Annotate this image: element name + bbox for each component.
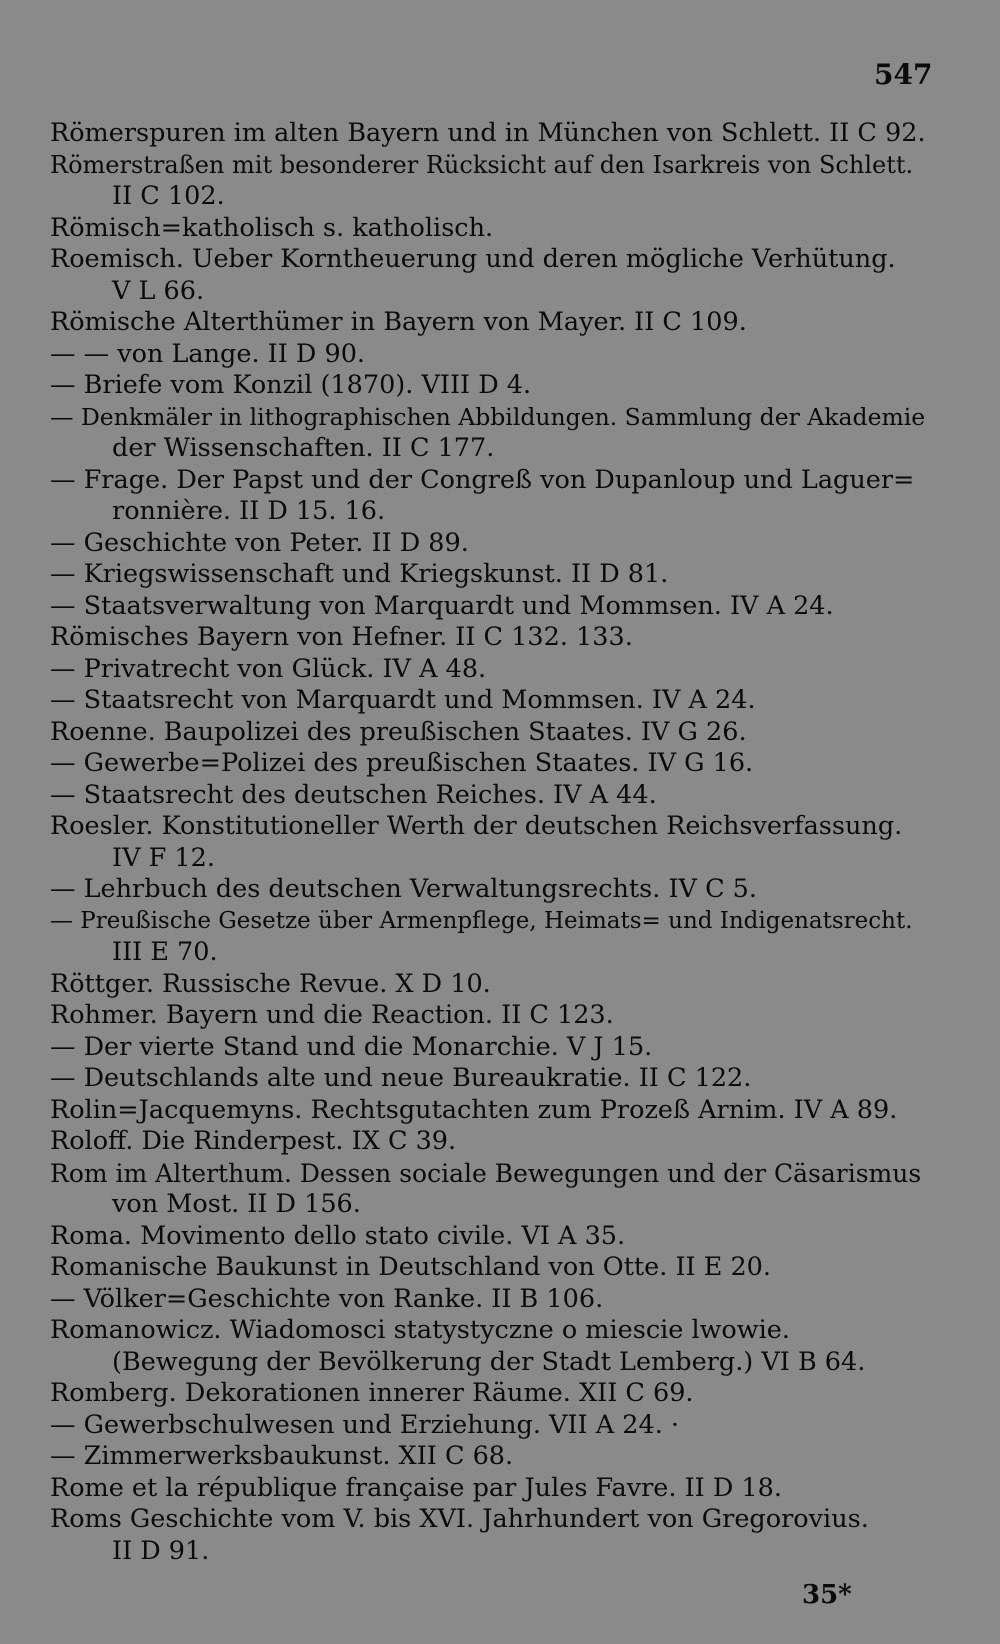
entry-continuation: II D 91.: [112, 1535, 210, 1566]
entry-line: — — von Lange. II D 90.: [50, 338, 366, 369]
entry-line: Rohmer. Bayern und die Reaction. II C 123.: [50, 1000, 614, 1030]
entry-line: — Deutschlands alte und neue Bureaukratie. II C 122.: [50, 1063, 752, 1093]
entry-line: — Gewerbschulwesen und Erziehung. VII A 24. ·: [50, 1409, 680, 1440]
entry-line: — Völker=Geschichte von Ranke. II B 106.: [50, 1283, 604, 1314]
entry-line: Römisches Bayern von Hefner. II C 132. 133.: [50, 622, 633, 652]
entry-line: — Frage. Der Papst und der Congreß von Dupanloup und Laguer=: [50, 464, 915, 495]
entry-line: — Zimmerwerksbaukunst. XII C 68.: [50, 1441, 514, 1471]
page-number: 547: [874, 58, 933, 91]
entry-line: — Der vierte Stand und die Monarchie. V J 15.: [50, 1031, 653, 1062]
entry-line: Romanische Baukunst in Deutschland von Otte. II E 20.: [50, 1252, 772, 1282]
entry-line: — Geschichte von Peter. II D 89.: [50, 527, 469, 558]
entry-line: — Lehrbuch des deutschen Verwaltungsrechts. IV C 5.: [50, 874, 758, 904]
entry-line: — Preußische Gesetze über Armenpflege, Heimats= und Indigenatsrecht.: [50, 907, 913, 934]
entry-continuation: der Wissenschaften. II C 177.: [112, 433, 495, 463]
entry-line: — Briefe vom Konzil (1870). VIII D 4.: [50, 370, 532, 400]
entry-line: Röttger. Russische Revue. X D 10.: [50, 968, 491, 999]
entry-line: Roloff. Die Rinderpest. IX C 39.: [50, 1126, 457, 1156]
entry-line: Roesler. Konstitutioneller Werth der deutschen Reichsverfassung.: [50, 811, 903, 841]
entry-line: Römische Alterthümer in Bayern von Mayer. II C 109.: [50, 307, 747, 337]
entry-line: Roma. Movimento dello stato civile. VI A 35.: [50, 1220, 626, 1251]
signature-mark: 35*: [802, 1580, 852, 1610]
entry-line: Romberg. Dekorationen innerer Räume. XII C 69.: [50, 1378, 694, 1408]
entry-line: Roms Geschichte vom V. bis XVI. Jahrhundert von Gregorovius.: [50, 1504, 869, 1534]
index-entries: [50, 118, 930, 1567]
entry-continuation: V L 66.: [112, 275, 205, 306]
entry-line: — Gewerbe=Polizei des preußischen Staates. IV G 16.: [50, 748, 754, 778]
entry-line: Römisch=katholisch s. katholisch.: [50, 212, 494, 243]
entry-line: — Privatrecht von Glück. IV A 48.: [50, 653, 487, 684]
entry-line: — Denkmäler in lithographischen Abbildungen. Sammlung der Akademie: [50, 402, 926, 431]
entry-line: — Staatsverwaltung von Marquardt und Mommsen. IV A 24.: [50, 590, 834, 621]
entry-continuation: III E 70.: [112, 937, 218, 967]
entry-continuation: II C 102.: [112, 181, 225, 211]
entry-line: Römerspuren im alten Bayern und in München von Schlett. II C 92.: [50, 118, 926, 148]
entry-continuation: von Most. II D 156.: [112, 1189, 361, 1219]
entry-line: Roenne. Baupolizei des preußischen Staates. IV G 26.: [50, 716, 747, 747]
entry-line: Rome et la république française par Jules Favre. II D 18.: [50, 1472, 782, 1503]
entry-continuation: IV F 12.: [112, 842, 215, 873]
entry-line: Rom im Alterthum. Dessen sociale Bewegungen und der Cäsarismus: [50, 1158, 922, 1188]
entry-line: Romanowicz. Wiadomosci statystyczne o miescie lwowie.: [50, 1315, 790, 1345]
entry-line: Roemisch. Ueber Korntheuerung und deren mögliche Verhütung.: [50, 244, 896, 274]
entry-line: — Kriegswissenschaft und Kriegskunst. II D 81.: [50, 559, 669, 589]
entry-line: Rolin=Jacquemyns. Rechtsgutachten zum Prozeß Arnim. IV A 89.: [50, 1094, 898, 1125]
entry-line: Römerstraßen mit besonderer Rücksicht auf den Isarkreis von Schlett.: [50, 150, 914, 179]
entry-continuation: (Bewegung der Bevölkerung der Stadt Lemberg.) VI B 64.: [112, 1346, 866, 1377]
entry-line: — Staatsrecht des deutschen Reiches. IV A 44.: [50, 779, 657, 810]
entry-continuation: ronnière. II D 15. 16.: [112, 496, 386, 526]
entry-line: — Staatsrecht von Marquardt und Mommsen. IV A 24.: [50, 685, 756, 715]
